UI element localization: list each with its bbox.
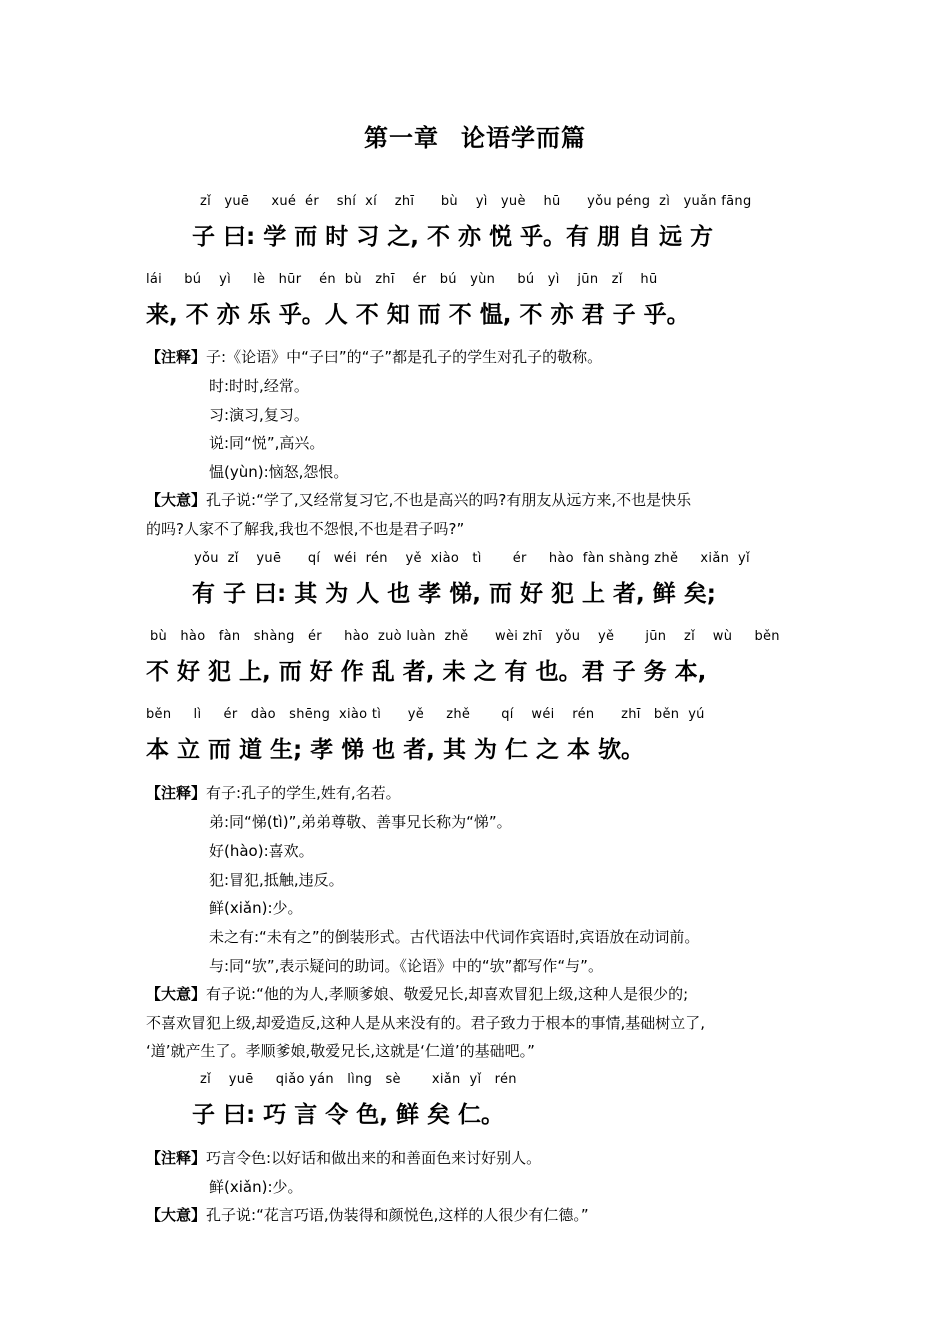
notes-line bbox=[146, 782, 401, 803]
note-text: 弟:同“悌(tì)”,弟弟尊敬、善事兄长称为“悌”。 bbox=[209, 813, 512, 831]
note-text: 巧言令色:以好话和做出来的和善面色来讨好别人。 bbox=[206, 1149, 542, 1167]
classical-text-line: 来, 不 亦 乐 乎。人 不 知 而 不 愠, 不 亦 君 子 乎。 bbox=[146, 302, 690, 328]
note-text: 未之有:“未有之”的倒装形式。古代语法中代词作宾语时,宾语放在动词前。 bbox=[209, 928, 700, 946]
meaning-line bbox=[146, 1204, 589, 1225]
pinyin-line: zǐ yuē xué ér shí xí zhī bù yì yuè hū yǒu péng zì yuǎn fāng bbox=[200, 194, 752, 209]
meaning-text: 不喜欢冒犯上级,却爱造反,这种人是从来没有的。君子致力于根本的事情,基础树立了, bbox=[146, 1014, 706, 1032]
notes-line bbox=[146, 346, 602, 367]
notes-line bbox=[146, 1147, 541, 1168]
meaning-line bbox=[146, 983, 688, 1004]
note-text: 鲜(xiǎn):少。 bbox=[209, 1178, 303, 1196]
pinyin-line: lái bú yì lè hūr én bù zhī ér bú yùn bú yì jūn zǐ hū bbox=[146, 272, 658, 287]
meaning-label: 【大意】 bbox=[146, 1206, 207, 1224]
note-text: 与:同“欤”,表示疑问的助词。《论语》中的“欤”都写作“与”。 bbox=[209, 957, 603, 975]
meaning-text: 有子说:“他的为人,孝顺爹娘、敬爱兄长,却喜欢冒犯上级,这种人是很少的; bbox=[206, 985, 689, 1003]
meaning-text: 孔子说:“学了,又经常复习它,不也是高兴的吗?有朋友从远方来,不也是快乐 bbox=[206, 491, 692, 509]
note-text: 犯:冒犯,抵触,违反。 bbox=[209, 871, 344, 889]
chapter-title bbox=[0, 118, 950, 153]
classical-text-line: 有 子 曰: 其 为 人 也 孝 悌, 而 好 犯 上 者, 鲜 矣; bbox=[192, 581, 716, 607]
chapter-name: 论语学而篇 bbox=[461, 124, 586, 152]
meaning-text: ‘道’就产生了。孝顺爹娘,敬爱兄长,这就是‘仁道’的基础吧。” bbox=[146, 1042, 535, 1060]
meaning-line bbox=[146, 489, 691, 510]
meaning-label: 【大意】 bbox=[146, 491, 207, 509]
meaning-text: 孔子说:“花言巧语,伪装得和颜悦色,这样的人很少有仁德。” bbox=[206, 1206, 589, 1224]
notes-label: 【注释】 bbox=[146, 1149, 207, 1167]
note-text: 说:同“悦”,高兴。 bbox=[209, 434, 325, 452]
note-text: 时:时时,经常。 bbox=[209, 377, 309, 395]
notes-label: 【注释】 bbox=[146, 784, 207, 802]
pinyin-line: bù hào fàn shàng ér hào zuò luàn zhě wèi zhī yǒu yě jūn zǐ wù běn bbox=[150, 629, 780, 644]
chapter-number: 第一章 bbox=[364, 124, 439, 152]
pinyin-line: yǒu zǐ yuē qí wéi rén yě xiào tì ér hào fàn shàng zhě xiǎn yǐ bbox=[194, 551, 750, 566]
classical-text-line: 本 立 而 道 生; 孝 悌 也 者, 其 为 仁 之 本 欤。 bbox=[146, 737, 645, 763]
note-text: 愠(yùn):恼怒,怨恨。 bbox=[209, 463, 349, 481]
classical-text-line: 子 曰: 巧 言 令 色, 鲜 矣 仁。 bbox=[192, 1102, 504, 1128]
notes-label: 【注释】 bbox=[146, 348, 207, 366]
note-text: 有子:孔子的学生,姓有,名若。 bbox=[206, 784, 401, 802]
classical-text-line: 不 好 犯 上, 而 好 作 乱 者, 未 之 有 也。君 子 务 本, bbox=[146, 659, 707, 685]
note-text: 子:《论语》中“子曰”的“子”都是孔子的学生对孔子的敬称。 bbox=[206, 348, 603, 366]
note-text: 鲜(xiǎn):少。 bbox=[209, 899, 303, 917]
pinyin-line: běn lì ér dào shēng xiào tì yě zhě qí wéi rén zhī běn yú bbox=[146, 707, 705, 722]
meaning-text: 的吗?人家不了解我,我也不怨恨,不也是君子吗?” bbox=[146, 520, 465, 538]
note-text: 好(hào):喜欢。 bbox=[209, 842, 314, 860]
pinyin-line: zǐ yuē qiǎo yán lìng sè xiǎn yǐ rén bbox=[200, 1072, 517, 1087]
classical-text-line: 子 曰: 学 而 时 习 之, 不 亦 悦 乎。有 朋 自 远 方 bbox=[192, 224, 714, 250]
note-text: 习:演习,复习。 bbox=[209, 406, 309, 424]
meaning-label: 【大意】 bbox=[146, 985, 207, 1003]
